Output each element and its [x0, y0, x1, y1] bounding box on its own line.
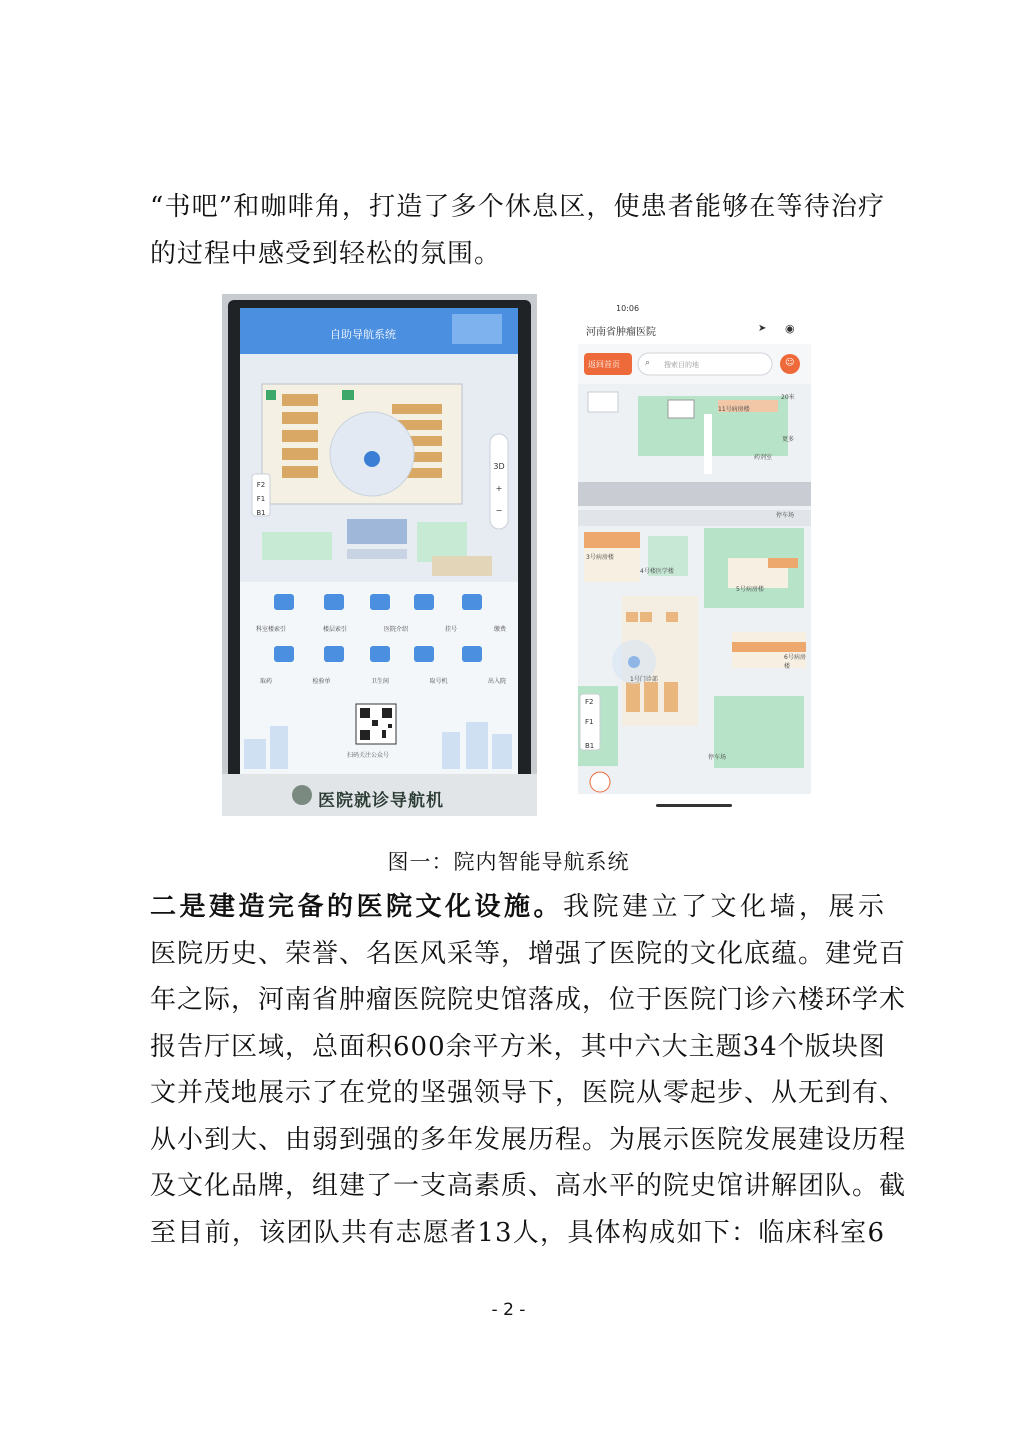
- bold-lead: 二是建造完备的医院文化设施。: [150, 892, 563, 922]
- paragraph-line: 至目前，该团队共有志愿者13人，具体构成如下：临床科室6: [150, 1217, 885, 1248]
- floor-b1-button[interactable]: B1: [256, 509, 266, 517]
- service-pharmacy[interactable]: 取药: [260, 678, 273, 685]
- locate-icon[interactable]: ➤: [758, 323, 767, 334]
- paragraph-line: 文并茂地展示了在党的坚强领导下，医院从零起步、从无到有、: [150, 1078, 907, 1108]
- kiosk-photo: [222, 294, 537, 816]
- floor-f1-button[interactable]: F1: [256, 495, 266, 503]
- search-icon: ⌕: [645, 358, 651, 368]
- app-title: 河南省肿瘤医院: [586, 327, 656, 338]
- map-label-building-11[interactable]: 11号病房楼: [718, 406, 750, 413]
- paragraph-line: 报告厅区域，总面积600余平方米，其中六大主题34个版块图: [150, 1031, 886, 1062]
- status-time: 10:06: [616, 304, 640, 313]
- map-label-parking-1[interactable]: 停车场: [776, 512, 795, 519]
- qr-code-label: 扫码关注公众号: [347, 752, 390, 759]
- service-admission[interactable]: 出入院: [487, 678, 506, 685]
- map-controls: [490, 456, 508, 522]
- zoom-in-button[interactable]: +: [495, 484, 503, 493]
- map-label-building-4[interactable]: 4号楼医学楼: [640, 568, 674, 575]
- phone-screenshot: [578, 296, 811, 808]
- paragraph-1: [150, 184, 885, 277]
- home-button[interactable]: 返回首页: [588, 360, 620, 369]
- service-hospital-intro[interactable]: 医院介绍: [383, 626, 408, 633]
- service-payment[interactable]: 缴费: [493, 626, 506, 633]
- service-ticket-machine[interactable]: 取号机: [429, 678, 448, 685]
- paragraph-line: 从小到大、由弱到强的多年发展历程。为展示医院发展建设历程: [150, 1124, 907, 1155]
- floor-f2-button[interactable]: F2: [256, 481, 266, 489]
- paragraph-line: 年之际，河南省肿瘤医院院史馆落成，位于医院门诊六楼环学术: [150, 985, 907, 1015]
- kiosk-banner: 医院就诊导航机: [318, 791, 444, 811]
- paragraph-line: [150, 884, 885, 931]
- view-3d-button[interactable]: 3D: [493, 462, 505, 471]
- map-label-more[interactable]: 更多: [782, 436, 795, 443]
- floor-switcher: [252, 478, 270, 520]
- service-building-index[interactable]: 科室楼索引: [256, 626, 287, 633]
- service-row-1: [256, 624, 506, 633]
- map-label-building-5[interactable]: 5号病房楼: [736, 586, 764, 593]
- paragraph-line: 医院历史、荣誉、名医风采等，增强了医院的文化底蕴。建党百: [150, 938, 907, 969]
- search-input[interactable]: 搜索目的地: [664, 361, 699, 369]
- page-number: - 2 -: [491, 1300, 526, 1320]
- floor-b1-button[interactable]: B1: [585, 742, 595, 750]
- floor-f2-button[interactable]: F2: [585, 698, 594, 706]
- user-avatar-icon[interactable]: ☺: [785, 358, 795, 368]
- service-registration[interactable]: 挂号: [444, 626, 457, 633]
- paragraph-line: 的过程中感受到轻松的氛围。: [150, 238, 502, 269]
- zoom-out-button[interactable]: −: [495, 506, 503, 515]
- map-label-building-6[interactable]: 6号病房楼: [784, 654, 806, 670]
- map-label-scale: 20米: [781, 394, 795, 401]
- service-row-2: [260, 676, 506, 685]
- target-icon[interactable]: ◉: [785, 322, 795, 335]
- figure-caption: 图一：院内智能导航系统: [387, 850, 630, 874]
- kiosk-header-title: 自助导航系统: [330, 328, 396, 341]
- kiosk-illustration: [222, 294, 537, 816]
- service-floor-index[interactable]: 楼层索引: [322, 626, 347, 633]
- map-label-outpatient[interactable]: 1号门诊部: [630, 676, 658, 683]
- map-label-parking-2[interactable]: 停车场: [708, 754, 727, 761]
- map-label-building-3[interactable]: 3号病房楼: [586, 554, 614, 561]
- paragraph-line: 及文化品牌，组建了一支高素质、高水平的院史馆讲解团队。截: [150, 1171, 907, 1201]
- floor-f1-button[interactable]: F1: [585, 718, 594, 726]
- paragraph-line-text: 我院建立了文化墙，展示: [562, 892, 885, 922]
- service-lab-report[interactable]: 检验单: [312, 678, 331, 685]
- paragraph-2: [150, 884, 907, 1256]
- paragraph-line: “书吧”和咖啡角，打造了多个休息区，使患者能够在等待治疗: [150, 192, 885, 222]
- map-label-pharmacy[interactable]: 药剂室: [754, 454, 773, 461]
- service-restroom[interactable]: 卫生间: [370, 678, 389, 685]
